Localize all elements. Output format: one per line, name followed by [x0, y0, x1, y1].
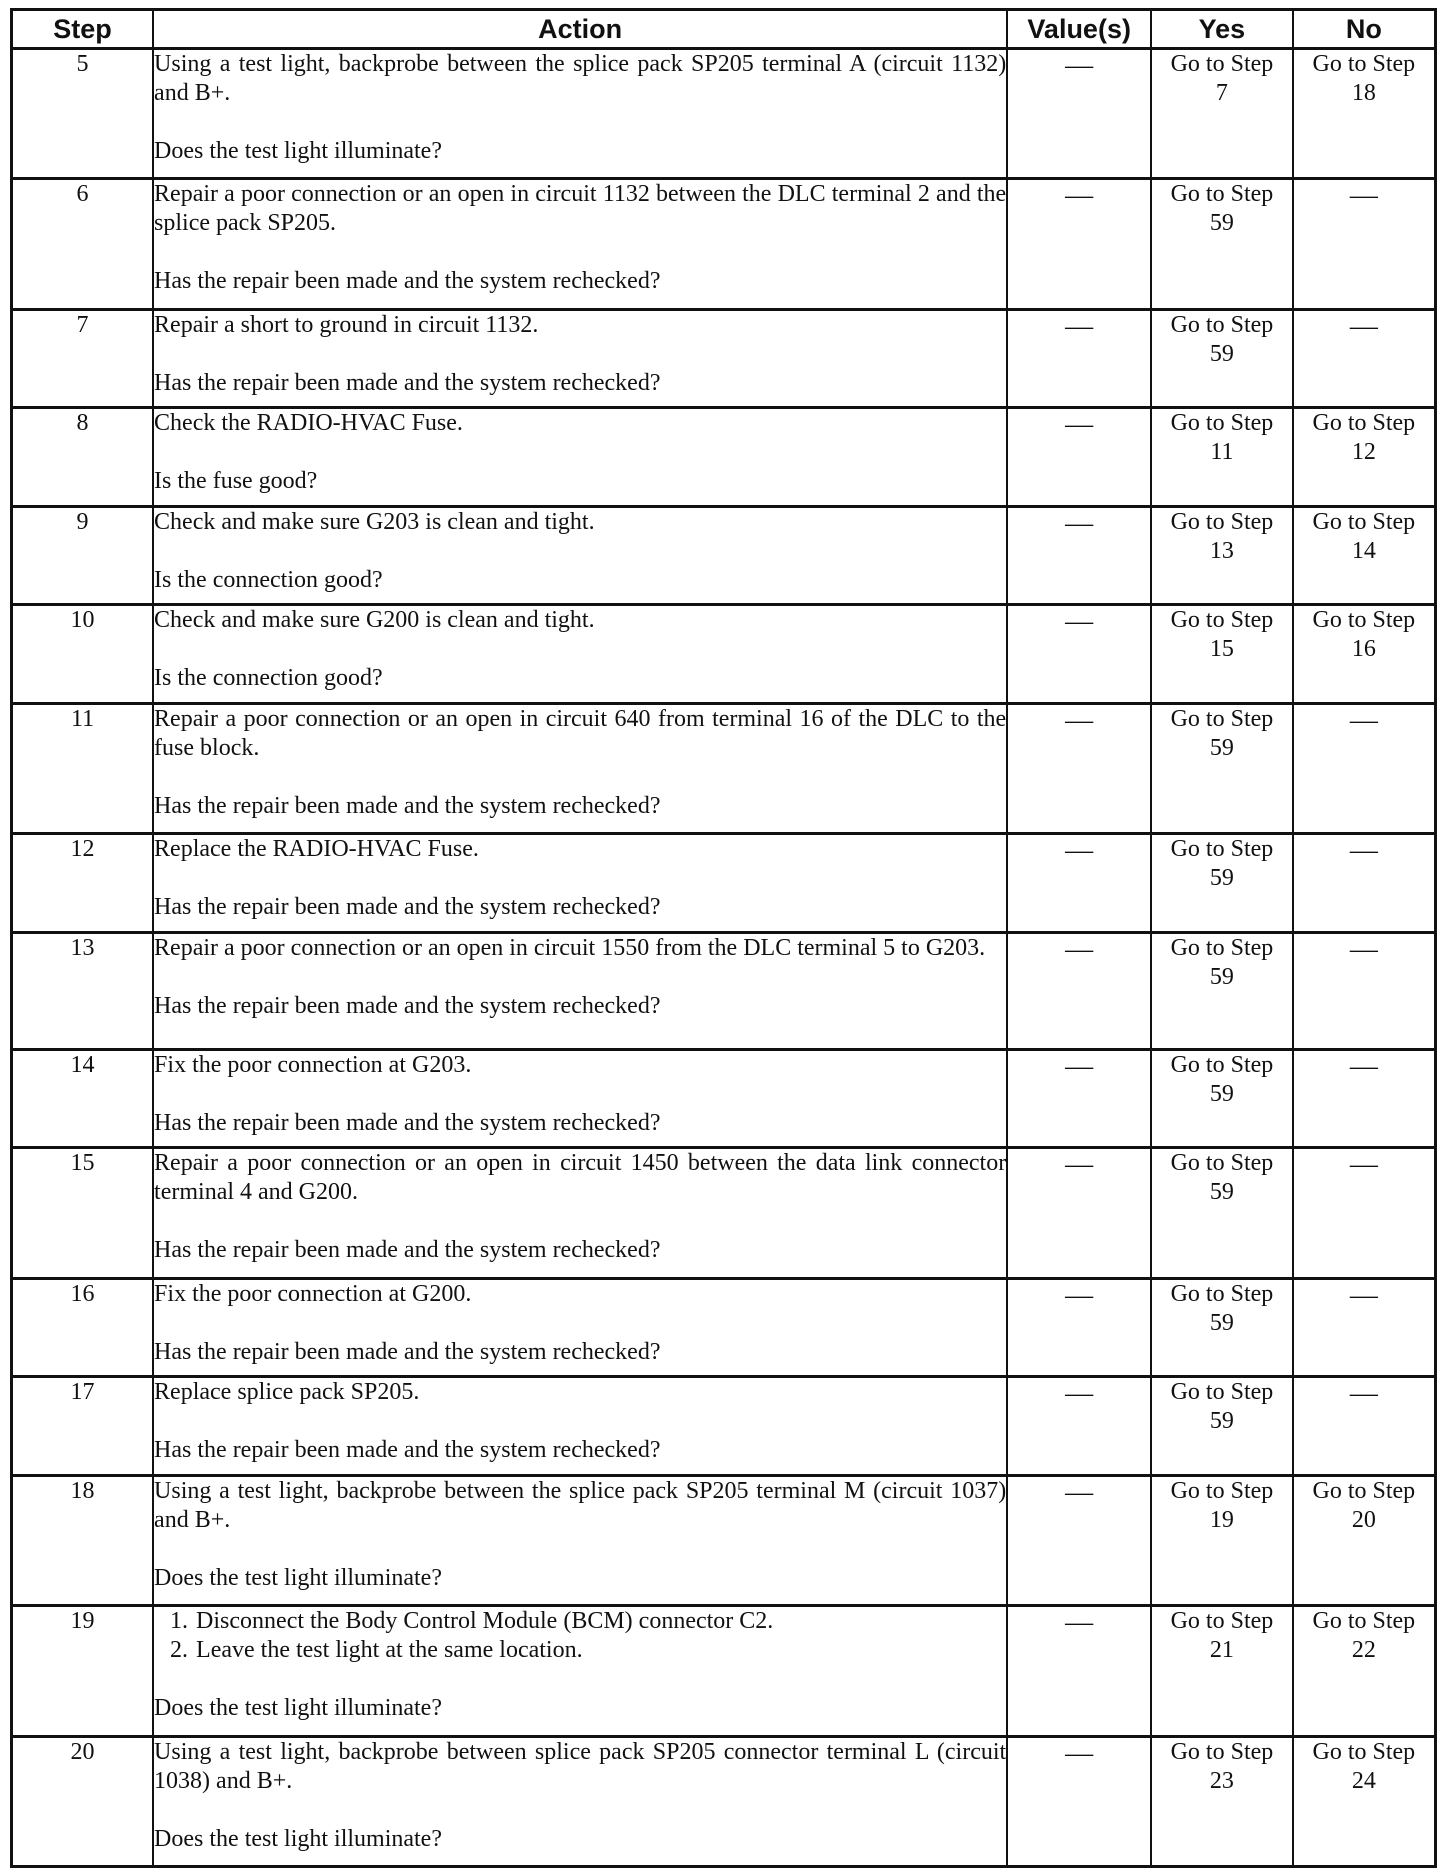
- no-label: Go to Step: [1312, 1477, 1416, 1504]
- value-cell: [1007, 1736, 1151, 1866]
- table-row: [12, 309, 1436, 408]
- action-question: Does the test light illuminate?: [154, 138, 442, 164]
- step-number: 11: [12, 703, 154, 833]
- action-cell: [153, 309, 1007, 408]
- yes-cell: [1151, 834, 1293, 933]
- action-text: Repair a poor connection or an open in circuit 1132 between the DLC terminal 2 and the splice pack SP205.: [154, 181, 1007, 237]
- yes-step-number: 59: [1209, 963, 1234, 990]
- no-label: Go to Step: [1312, 51, 1416, 77]
- value-text: —: [1065, 606, 1094, 638]
- no-dash: —: [1349, 180, 1378, 212]
- yes-step-number: 11: [1210, 439, 1234, 466]
- action-cell: [153, 932, 1007, 1049]
- no-cell: [1293, 1606, 1436, 1736]
- yes-step-number: 59: [1209, 1080, 1234, 1107]
- yes-step-number: 59: [1209, 1408, 1234, 1435]
- no-label: Go to Step: [1312, 1738, 1416, 1765]
- header-action: Action: [153, 10, 1007, 49]
- action-text: Repair a poor connection or an open in circuit 640 from terminal 16 of the DLC to the fuse block.: [154, 705, 1007, 761]
- action-text: Repair a poor connection or an open in circuit 1450 between the data link connector terminal 4 and G200.: [154, 1150, 1007, 1206]
- no-cell: [1293, 1148, 1436, 1278]
- yes-step-number: 15: [1209, 636, 1234, 663]
- value-text: —: [1065, 180, 1094, 212]
- no-dash: —: [1349, 704, 1378, 736]
- step-number: 9: [12, 506, 154, 605]
- yes-cell: [1151, 408, 1293, 507]
- step-number: 19: [12, 1606, 154, 1736]
- yes-cell: [1151, 1606, 1293, 1736]
- yes-label: Go to Step: [1170, 1150, 1274, 1177]
- yes-step-number: 59: [1209, 1179, 1234, 1206]
- yes-cell: [1151, 1377, 1293, 1476]
- value-cell: [1007, 605, 1151, 704]
- value-cell: [1007, 703, 1151, 833]
- table-row: [12, 1148, 1436, 1278]
- table-row: [12, 932, 1436, 1049]
- no-cell: [1293, 932, 1436, 1049]
- value-cell: [1007, 1278, 1151, 1377]
- table-row: [12, 1278, 1436, 1377]
- value-text: —: [1065, 704, 1094, 736]
- value-cell: [1007, 1606, 1151, 1736]
- action-cell: [153, 1475, 1007, 1605]
- yes-label: Go to Step: [1170, 1608, 1274, 1635]
- step-number: 17: [12, 1377, 154, 1476]
- yes-label: Go to Step: [1170, 508, 1274, 535]
- yes-cell: [1151, 1475, 1293, 1605]
- no-cell: [1293, 1736, 1436, 1866]
- value-cell: [1007, 309, 1151, 408]
- value-cell: [1007, 834, 1151, 933]
- yes-label: Go to Step: [1170, 1738, 1274, 1765]
- action-question: Has the repair been made and the system rechecked?: [154, 1437, 661, 1464]
- action-question: Does the test light illuminate?: [154, 1825, 442, 1852]
- table-row: [12, 49, 1436, 179]
- no-label: Go to Step: [1312, 410, 1416, 437]
- no-cell: [1293, 1475, 1436, 1605]
- action-cell: [153, 408, 1007, 507]
- yes-step-number: 59: [1209, 340, 1234, 367]
- value-text: —: [1065, 1149, 1094, 1181]
- action-question: Does the test light illuminate?: [154, 1695, 442, 1722]
- yes-label: Go to Step: [1170, 1280, 1274, 1307]
- header-row: [12, 10, 1436, 49]
- step-number: 20: [12, 1736, 154, 1866]
- action-question: Is the connection good?: [154, 665, 383, 692]
- no-cell: [1293, 1377, 1436, 1476]
- action-list-item: 2. Leave the test light at the same location.: [194, 1636, 1006, 1665]
- value-text: —: [1065, 1378, 1094, 1410]
- yes-label: Go to Step: [1170, 311, 1274, 338]
- diagnostic-sheet: [10, 8, 1437, 1868]
- action-question: Has the repair been made and the system rechecked?: [154, 792, 661, 819]
- header-yes: Yes: [1151, 10, 1293, 49]
- action-text: Check and make sure G203 is clean and tight.: [154, 508, 595, 535]
- no-cell: [1293, 408, 1436, 507]
- yes-label: Go to Step: [1170, 607, 1274, 634]
- action-text: Check the RADIO-HVAC Fuse.: [154, 410, 463, 437]
- step-number: 15: [12, 1148, 154, 1278]
- action-text: Replace splice pack SP205.: [154, 1379, 420, 1406]
- no-label: Go to Step: [1312, 508, 1416, 535]
- value-cell: [1007, 506, 1151, 605]
- action-question: Has the repair been made and the system rechecked?: [154, 369, 661, 396]
- value-text: —: [1065, 835, 1094, 867]
- no-dash: —: [1349, 310, 1378, 342]
- action-text: Fix the poor connection at G203.: [154, 1051, 472, 1078]
- no-dash: —: [1349, 1149, 1378, 1181]
- no-step-number: 14: [1351, 537, 1376, 564]
- header-step: Step: [12, 10, 154, 49]
- no-step-number: 16: [1351, 636, 1376, 663]
- action-cell: [153, 1278, 1007, 1377]
- yes-step-number: 21: [1209, 1637, 1234, 1664]
- yes-label: Go to Step: [1170, 181, 1274, 208]
- action-question: Has the repair been made and the system rechecked?: [154, 1109, 661, 1136]
- no-cell: [1293, 506, 1436, 605]
- no-dash: —: [1349, 933, 1378, 965]
- value-text: —: [1065, 50, 1094, 81]
- yes-step-number: 59: [1209, 734, 1234, 761]
- action-list-item: 1. Disconnect the Body Control Module (BCM) connector C2.: [194, 1607, 1006, 1636]
- yes-label: Go to Step: [1170, 1477, 1274, 1504]
- table-row: [12, 506, 1436, 605]
- table-row: [12, 1606, 1436, 1736]
- step-number: 12: [12, 834, 154, 933]
- table-row: [12, 703, 1436, 833]
- value-cell: [1007, 408, 1151, 507]
- step-number: 13: [12, 932, 154, 1049]
- value-cell: [1007, 932, 1151, 1049]
- value-cell: [1007, 1148, 1151, 1278]
- action-text: Check and make sure G200 is clean and tight.: [154, 607, 595, 634]
- header-no: No: [1293, 10, 1436, 49]
- no-cell: [1293, 179, 1436, 309]
- yes-label: Go to Step: [1170, 51, 1274, 77]
- yes-cell: [1151, 1736, 1293, 1866]
- action-cell: [153, 49, 1007, 179]
- action-question: Does the test light illuminate?: [154, 1564, 442, 1591]
- no-dash: —: [1349, 1378, 1378, 1410]
- yes-label: Go to Step: [1170, 1051, 1274, 1078]
- yes-step-number: 7: [1215, 80, 1228, 106]
- no-label: Go to Step: [1312, 1608, 1416, 1635]
- action-cell: [153, 605, 1007, 704]
- action-question: Has the repair been made and the system rechecked?: [154, 268, 661, 295]
- no-label: Go to Step: [1312, 607, 1416, 634]
- yes-label: Go to Step: [1170, 705, 1274, 732]
- no-cell: [1293, 605, 1436, 704]
- yes-cell: [1151, 179, 1293, 309]
- action-text: Using a test light, backprobe between splice pack SP205 connector terminal L (circuit 1038) and B+.: [154, 1738, 1007, 1794]
- no-cell: [1293, 309, 1436, 408]
- yes-step-number: 13: [1209, 537, 1234, 564]
- action-question: Is the fuse good?: [154, 468, 318, 495]
- step-number: 8: [12, 408, 154, 507]
- action-cell: [153, 1377, 1007, 1476]
- yes-step-number: 19: [1209, 1506, 1234, 1533]
- action-text: Replace the RADIO-HVAC Fuse.: [154, 836, 479, 863]
- diagnostic-table: [10, 8, 1437, 1868]
- step-number: 6: [12, 179, 154, 309]
- action-question: Has the repair been made and the system rechecked?: [154, 1237, 661, 1264]
- no-step-number: 20: [1351, 1506, 1376, 1533]
- yes-cell: [1151, 49, 1293, 179]
- action-question: Has the repair been made and the system rechecked?: [154, 1338, 661, 1365]
- action-question: Has the repair been made and the system rechecked?: [154, 894, 661, 921]
- action-text: Fix the poor connection at G200.: [154, 1280, 472, 1307]
- action-text: Repair a poor connection or an open in circuit 1550 from the DLC terminal 5 to G203.: [154, 934, 986, 961]
- step-number: 14: [12, 1049, 154, 1148]
- action-cell: [153, 834, 1007, 933]
- table-row: [12, 1736, 1436, 1866]
- yes-cell: [1151, 309, 1293, 408]
- value-text: —: [1065, 1050, 1094, 1082]
- table-row: [12, 1049, 1436, 1148]
- action-text: Using a test light, backprobe between the splice pack SP205 terminal M (circuit 1037) and B+.: [154, 1477, 1007, 1533]
- yes-label: Go to Step: [1170, 934, 1274, 961]
- step-number: 16: [12, 1278, 154, 1377]
- yes-label: Go to Step: [1170, 836, 1274, 863]
- value-text: —: [1065, 1279, 1094, 1311]
- action-text: Repair a short to ground in circuit 1132.: [154, 311, 539, 338]
- yes-cell: [1151, 1049, 1293, 1148]
- no-dash: —: [1349, 1279, 1378, 1311]
- yes-cell: [1151, 703, 1293, 833]
- no-step-number: 18: [1351, 80, 1376, 106]
- value-text: —: [1065, 310, 1094, 342]
- value-cell: [1007, 1475, 1151, 1605]
- action-cell: [153, 506, 1007, 605]
- yes-step-number: 59: [1209, 865, 1234, 892]
- no-cell: [1293, 834, 1436, 933]
- table-row: [12, 408, 1436, 507]
- action-cell: [153, 703, 1007, 833]
- no-cell: [1293, 1049, 1436, 1148]
- table-row: [12, 834, 1436, 933]
- yes-label: Go to Step: [1170, 1379, 1274, 1406]
- no-step-number: 24: [1351, 1767, 1376, 1794]
- yes-cell: [1151, 1278, 1293, 1377]
- value-text: —: [1065, 933, 1094, 965]
- step-number: 5: [12, 49, 154, 179]
- step-number: 7: [12, 309, 154, 408]
- table-row: [12, 179, 1436, 309]
- table-row: [12, 1475, 1436, 1605]
- action-text: Using a test light, backprobe between the splice pack SP205 terminal A (circuit 1132) and B+.: [154, 51, 1007, 106]
- yes-cell: [1151, 605, 1293, 704]
- header-values: Value(s): [1007, 10, 1151, 49]
- yes-cell: [1151, 932, 1293, 1049]
- value-text: —: [1065, 1737, 1094, 1769]
- step-number: 10: [12, 605, 154, 704]
- yes-label: Go to Step: [1170, 410, 1274, 437]
- no-step-number: 12: [1351, 439, 1376, 466]
- value-text: —: [1065, 1476, 1094, 1508]
- no-cell: [1293, 49, 1436, 179]
- value-text: —: [1065, 409, 1094, 441]
- action-cell: [153, 1736, 1007, 1866]
- yes-step-number: 23: [1209, 1767, 1234, 1794]
- table-row: [12, 1377, 1436, 1476]
- value-cell: [1007, 1049, 1151, 1148]
- yes-cell: [1151, 1148, 1293, 1278]
- value-text: —: [1065, 1607, 1094, 1639]
- no-dash: —: [1349, 835, 1378, 867]
- action-cell: [153, 1049, 1007, 1148]
- value-text: —: [1065, 507, 1094, 539]
- yes-cell: [1151, 506, 1293, 605]
- action-list: [154, 1607, 1006, 1665]
- action-cell: [153, 1148, 1007, 1278]
- step-number: 18: [12, 1475, 154, 1605]
- no-cell: [1293, 703, 1436, 833]
- no-cell: [1293, 1278, 1436, 1377]
- action-question: Has the repair been made and the system rechecked?: [154, 992, 661, 1019]
- value-cell: [1007, 179, 1151, 309]
- no-dash: —: [1349, 1050, 1378, 1082]
- table-row: [12, 605, 1436, 704]
- yes-step-number: 59: [1209, 1309, 1234, 1336]
- value-cell: [1007, 1377, 1151, 1476]
- action-cell: [153, 1606, 1007, 1736]
- action-cell: [153, 179, 1007, 309]
- action-question: Is the connection good?: [154, 566, 383, 593]
- value-cell: [1007, 49, 1151, 179]
- yes-step-number: 59: [1209, 210, 1234, 237]
- no-step-number: 22: [1351, 1637, 1376, 1664]
